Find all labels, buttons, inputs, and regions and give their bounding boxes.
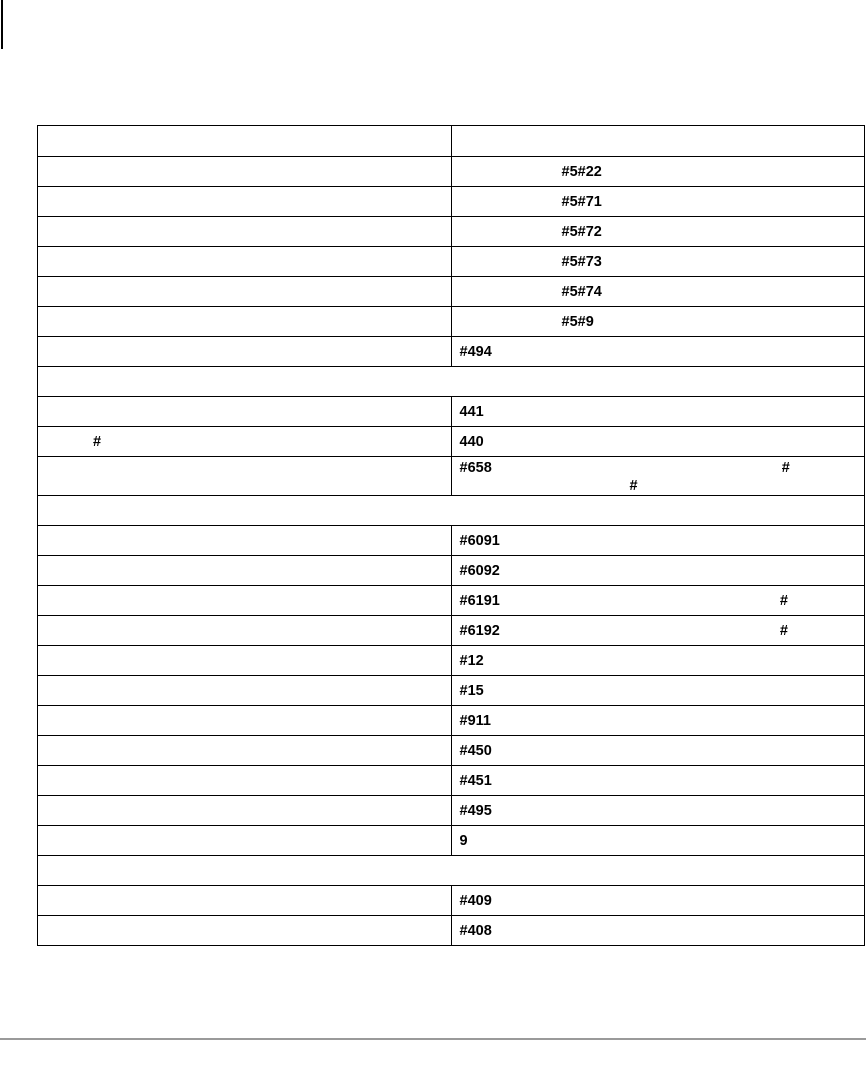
access-code: #5#72 — [561, 223, 602, 240]
access-code-cell — [451, 526, 865, 556]
access-code: 440 — [459, 433, 484, 450]
table-row — [38, 247, 865, 277]
table-row — [38, 337, 865, 367]
access-code: #408 — [459, 922, 492, 939]
access-code-cell — [451, 646, 865, 676]
table-row — [38, 217, 865, 247]
access-code-cell — [451, 187, 865, 217]
access-code-cell — [451, 157, 865, 187]
access-code-cell — [451, 277, 865, 307]
table-row — [38, 457, 865, 496]
feature-name-cell — [38, 457, 452, 496]
access-code-cell — [451, 457, 865, 496]
table-row — [38, 427, 865, 457]
access-code-cell — [451, 916, 865, 946]
access-code: #12 — [459, 652, 484, 669]
pound-key: # — [781, 460, 790, 476]
table-row — [38, 676, 865, 706]
footer-rule — [0, 1038, 866, 1040]
margin-change-bar — [1, 0, 3, 49]
access-code: #451 — [459, 772, 492, 789]
access-code-cell — [451, 796, 865, 826]
table-section-row — [38, 496, 865, 526]
feature-name-cell — [38, 796, 452, 826]
section-heading-cell — [38, 856, 865, 886]
access-code-cell — [451, 826, 865, 856]
feature-name-cell — [38, 736, 452, 766]
access-code: #6092 — [459, 562, 500, 579]
header-feature-cell — [38, 126, 452, 157]
feature-name-cell: # — [38, 427, 452, 457]
feature-name-cell — [38, 706, 452, 736]
feature-name-cell — [38, 397, 452, 427]
feature-code-table-body — [38, 126, 865, 946]
table-row — [38, 187, 865, 217]
access-code-cell — [451, 706, 865, 736]
feature-name-cell — [38, 886, 452, 916]
access-code: #5#73 — [561, 253, 602, 270]
table-section-row — [38, 856, 865, 886]
table-row — [38, 646, 865, 676]
feature-name-cell — [38, 676, 452, 706]
feature-name-cell — [38, 307, 452, 337]
access-code: #494 — [459, 343, 492, 360]
header-code-cell — [451, 126, 865, 157]
feature-name-cell — [38, 187, 452, 217]
feature-name-cell — [38, 826, 452, 856]
access-code: #5#71 — [561, 193, 602, 210]
access-code: #5#74 — [561, 283, 602, 300]
access-code: #911 — [459, 712, 491, 729]
access-code-cell — [451, 307, 865, 337]
feature-name-cell — [38, 247, 452, 277]
feature-code-table — [37, 125, 865, 946]
access-code: 441 — [459, 403, 484, 420]
table-row — [38, 616, 865, 646]
feature-name-cell — [38, 337, 452, 367]
feature-name-cell — [38, 526, 452, 556]
section-heading-cell — [38, 496, 865, 526]
pound-key-second-line: # — [629, 478, 638, 494]
access-code: #5#22 — [561, 163, 602, 180]
feature-name-cell — [38, 556, 452, 586]
table-row — [38, 796, 865, 826]
feature-name-cell — [38, 646, 452, 676]
table-section-row — [38, 367, 865, 397]
access-code: #6191 — [459, 592, 500, 609]
feature-name-cell — [38, 217, 452, 247]
table-row — [38, 526, 865, 556]
table-row — [38, 157, 865, 187]
feature-name-cell — [38, 766, 452, 796]
access-code: #6192 — [459, 622, 500, 639]
pound-key: # — [779, 622, 788, 639]
access-code-cell — [451, 676, 865, 706]
table-row — [38, 886, 865, 916]
table-row — [38, 277, 865, 307]
access-code-cell — [451, 586, 865, 616]
access-code-cell — [451, 766, 865, 796]
access-code: 9 — [459, 832, 468, 849]
feature-name-cell — [38, 616, 452, 646]
access-code-cell — [451, 886, 865, 916]
access-code: #495 — [459, 802, 492, 819]
access-code-cell — [451, 247, 865, 277]
table-row — [38, 736, 865, 766]
table-row — [38, 766, 865, 796]
table-row — [38, 307, 865, 337]
table-row — [38, 556, 865, 586]
access-code-cell — [451, 556, 865, 586]
access-code: #658 — [459, 460, 492, 476]
table-header-row — [38, 126, 865, 157]
section-heading-cell — [38, 367, 865, 397]
table-row — [38, 826, 865, 856]
access-code: #450 — [459, 742, 492, 759]
table-row — [38, 397, 865, 427]
table-row — [38, 916, 865, 946]
access-code-cell — [451, 736, 865, 766]
feature-name-cell — [38, 916, 452, 946]
access-code-cell — [451, 616, 865, 646]
feature-name-cell — [38, 586, 452, 616]
table-row — [38, 586, 865, 616]
feature-name-cell — [38, 277, 452, 307]
feature-name-cell — [38, 157, 452, 187]
access-code: #15 — [459, 682, 484, 699]
access-code-cell — [451, 427, 865, 457]
table-row — [38, 706, 865, 736]
access-code: #409 — [459, 892, 492, 909]
access-code-cell — [451, 337, 865, 367]
access-code-cell — [451, 217, 865, 247]
access-code: #5#9 — [561, 313, 594, 330]
pound-key: # — [779, 592, 788, 609]
access-code-cell — [451, 397, 865, 427]
access-code: #6091 — [459, 532, 500, 549]
